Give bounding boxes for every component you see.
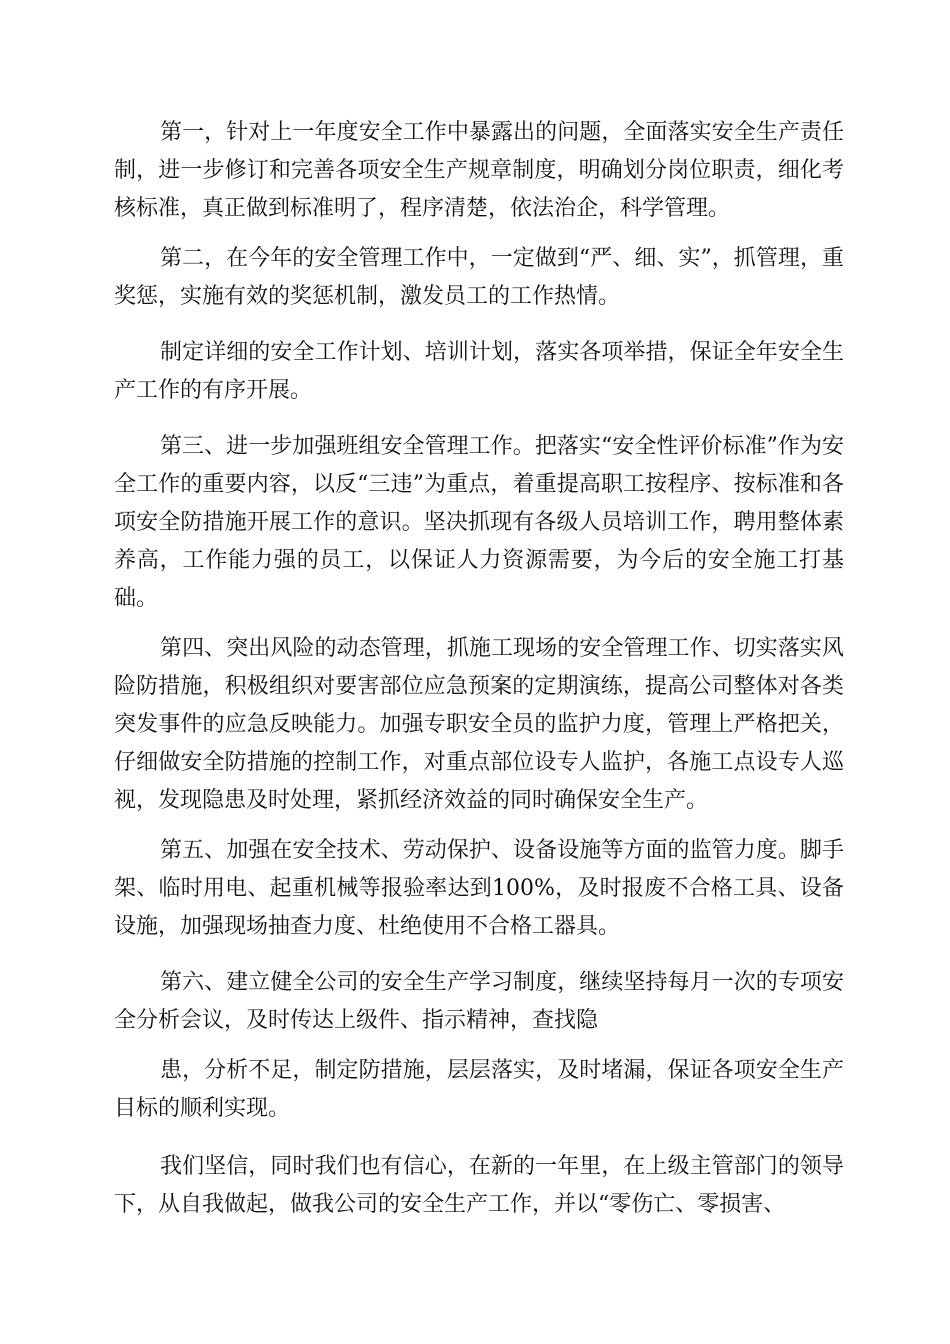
paragraph-6: 第五、加强在安全技术、劳动保护、设备设施等方面的监管力度。脚手架、临时用电、起重机械等报验率达到100%，及时报废不合格工具、设备设施，加强现场抽查力度、杜绝使用不合格工器具。 (114, 838, 844, 939)
paragraph-5: 第四、突出风险的动态管理，抓施工现场的安全管理工作、切实落实风险防措施，积极组织对要害部位应急预案的定期演练，提高公司整体对各类突发事件的应急反映能力。加强专职安全员的监护力度，管理上严格把关，仔细做安全防措施的控制工作，对重点部位设专人监护，各施工点设专人巡视，发现隐患及时处理，紧抓经济效益的同时确保安全生产。 (114, 636, 844, 813)
paragraph-3: 制定详细的安全工作计划、培训计划，落实各项举措，保证全年安全生产工作的有序开展。 (114, 340, 844, 403)
paragraph-4: 第三、进一步加强班组安全管理工作。把落实“安全性评价标准”作为安全工作的重要内容，以反“三违”为重点，着重提高职工按程序、按标准和各项安全防措施开展工作的意识。坚决抓现有各级人员培训工作，聘用整体素养高，工作能力强的员工，以保证人力资源需要，为今后的安全施工打基础。 (114, 434, 844, 611)
paragraph-1: 第一，针对上一年度安全工作中暴露出的问题，全面落实安全生产责任制，进一步修订和完善各项安全生产规章制度，明确划分岗位职责，细化考核标准，真正做到标准明了，程序清楚，依法治企，科学管理。 (114, 120, 844, 221)
paragraph-9: 我们坚信，同时我们也有信心，在新的一年里，在上级主管部门的领导下，从自我做起，做我公司的安全生产工作，并以“零伤亡、零损害、 (114, 1154, 844, 1217)
paragraph-2: 第二，在今年的安全管理工作中，一定做到“严、细、实”，抓管理，重奖惩，实施有效的奖惩机制，激发员工的工作热情。 (114, 246, 844, 309)
paragraph-8: 患，分析不足，制定防措施，层层落实，及时堵漏，保证各项安全生产目标的顺利实现。 (114, 1058, 844, 1121)
paragraph-7: 第六、建立健全公司的安全生产学习制度，继续坚持每月一次的专项安全分析会议，及时传达上级件、指示精神，查找隐 (114, 970, 844, 1033)
